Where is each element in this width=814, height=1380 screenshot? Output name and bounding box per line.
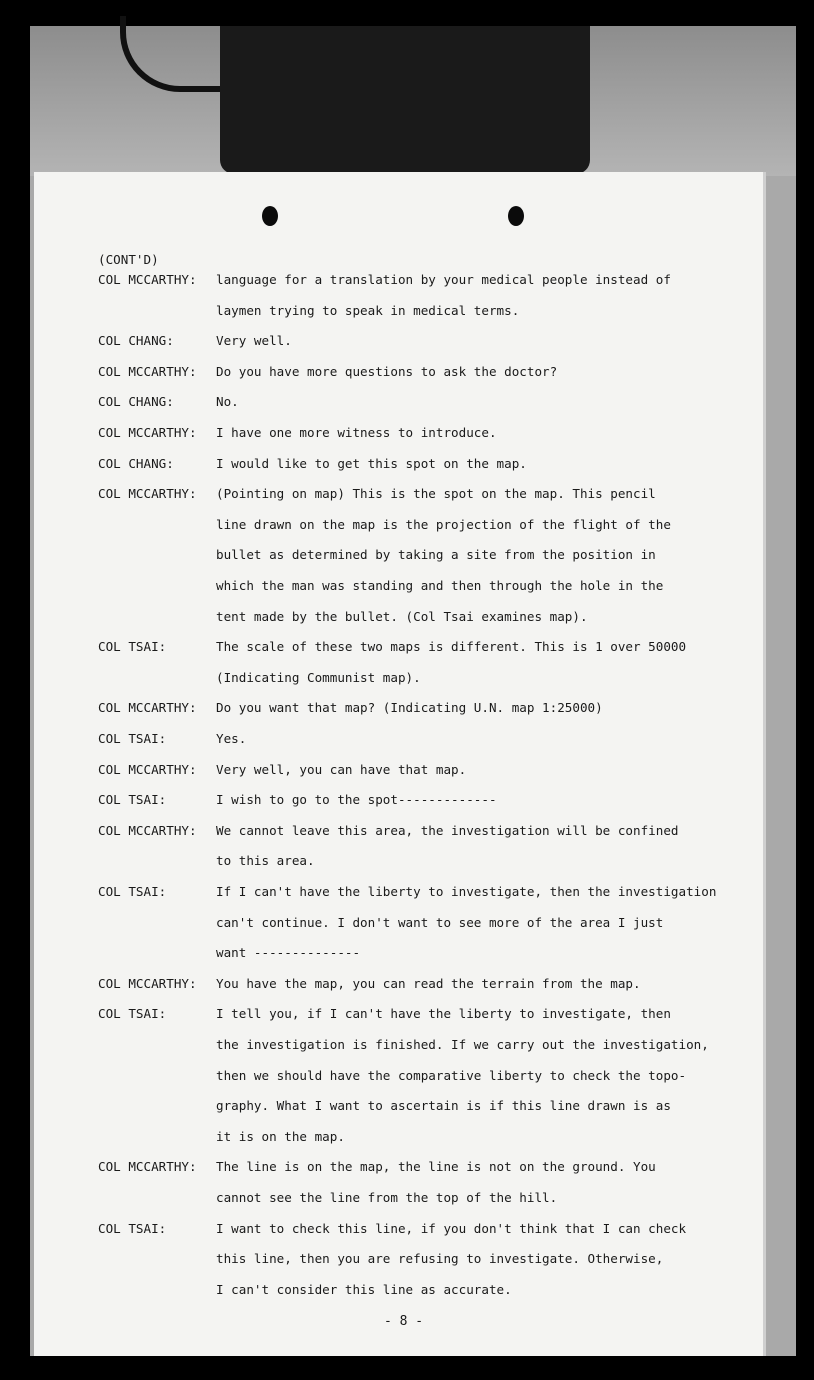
- speaker-label: COL CHANG:: [98, 455, 174, 471]
- speech-line: then we should have the comparative liberty to check the topo-: [216, 1067, 687, 1083]
- speech-line: I wish to go to the spot-------------: [216, 792, 497, 808]
- speech-line: Very well, you can have that map.: [216, 761, 467, 777]
- speaker-label: COL TSAI:: [98, 1006, 167, 1022]
- speech-line: bullet as determined by taking a site from the position in: [216, 547, 656, 563]
- speaker-label: COL MCCARTHY:: [98, 761, 197, 777]
- speaker-label: COL MCCARTHY:: [98, 425, 197, 440]
- speech-line: We cannot leave this area, the investigation will be confined: [216, 822, 679, 838]
- continued-label: (CONT'D): [98, 252, 159, 267]
- speech-line: it is on the map.: [216, 1128, 345, 1144]
- speech-line: to this area.: [216, 853, 315, 869]
- speech-line: I have one more witness to introduce.: [216, 425, 497, 440]
- speech-line: I would like to get this spot on the map.: [216, 455, 527, 471]
- clipboard-clip: [220, 26, 590, 174]
- speech-line: tent made by the bullet. (Col Tsai examines map).: [216, 608, 588, 624]
- speech-line: want --------------: [216, 945, 361, 961]
- speech-line: laymen trying to speak in medical terms.: [216, 302, 520, 318]
- speech-line: Yes.: [216, 731, 247, 746]
- punch-hole-icon: [508, 206, 524, 226]
- speech-line: I want to check this line, if you don't think that I can check: [216, 1220, 687, 1236]
- speaker-label: COL MCCARTHY:: [98, 822, 197, 838]
- speech-line: You have the map, you can read the terrain from the map.: [216, 975, 641, 991]
- speech-line: Do you want that map? (Indicating U.N. map 1:25000): [216, 700, 603, 716]
- punch-hole-icon: [262, 206, 278, 226]
- speaker-label: COL TSAI:: [98, 639, 167, 655]
- speaker-label: COL CHANG:: [98, 394, 174, 410]
- speech-line: Do you have more questions to ask the doctor?: [216, 363, 558, 379]
- speaker-label: COL MCCARTHY:: [98, 486, 197, 502]
- speech-line: line drawn on the map is the projection of the flight of the: [216, 516, 671, 532]
- speaker-label: COL CHANG:: [98, 333, 174, 349]
- speech-line: the investigation is finished. If we carry out the investigation,: [216, 1036, 709, 1052]
- speaker-label: COL TSAI:: [98, 792, 167, 808]
- speech-line: language for a translation by your medical people instead of: [216, 272, 671, 287]
- speech-line: If I can't have the liberty to investigate, then the investigation: [216, 884, 717, 899]
- speech-line: (Indicating Communist map).: [216, 669, 421, 685]
- speaker-label: COL TSAI:: [98, 731, 167, 746]
- speech-line: The line is on the map, the line is not on the ground. You: [216, 1159, 656, 1175]
- speech-line: this line, then you are refusing to investigate. Otherwise,: [216, 1251, 664, 1267]
- speech-line: The scale of these two maps is different. This is 1 over 50000: [216, 639, 687, 655]
- speech-line: No.: [216, 394, 239, 410]
- speaker-label: COL MCCARTHY:: [98, 272, 197, 287]
- speech-line: which the man was standing and then through the hole in the: [216, 577, 664, 593]
- speaker-label: COL TSAI:: [98, 884, 167, 899]
- speaker-label: COL MCCARTHY:: [98, 975, 197, 991]
- page-number: - 8 -: [384, 1314, 424, 1329]
- speaker-label: COL MCCARTHY:: [98, 1159, 197, 1175]
- speech-line: Very well.: [216, 333, 292, 349]
- speech-line: can't continue. I don't want to see more of the area I just: [216, 914, 664, 930]
- speech-line: graphy. What I want to ascertain is if this line drawn is as: [216, 1098, 671, 1114]
- speaker-label: COL MCCARTHY:: [98, 700, 197, 716]
- document-page: [34, 172, 766, 1356]
- speaker-label: COL TSAI:: [98, 1220, 167, 1236]
- speech-line: I tell you, if I can't have the liberty to investigate, then: [216, 1006, 671, 1022]
- speech-line: (Pointing on map) This is the spot on the map. This pencil: [216, 486, 656, 502]
- speech-line: I can't consider this line as accurate.: [216, 1281, 512, 1297]
- speech-line: cannot see the line from the top of the hill.: [216, 1189, 558, 1205]
- speaker-label: COL MCCARTHY:: [98, 363, 197, 379]
